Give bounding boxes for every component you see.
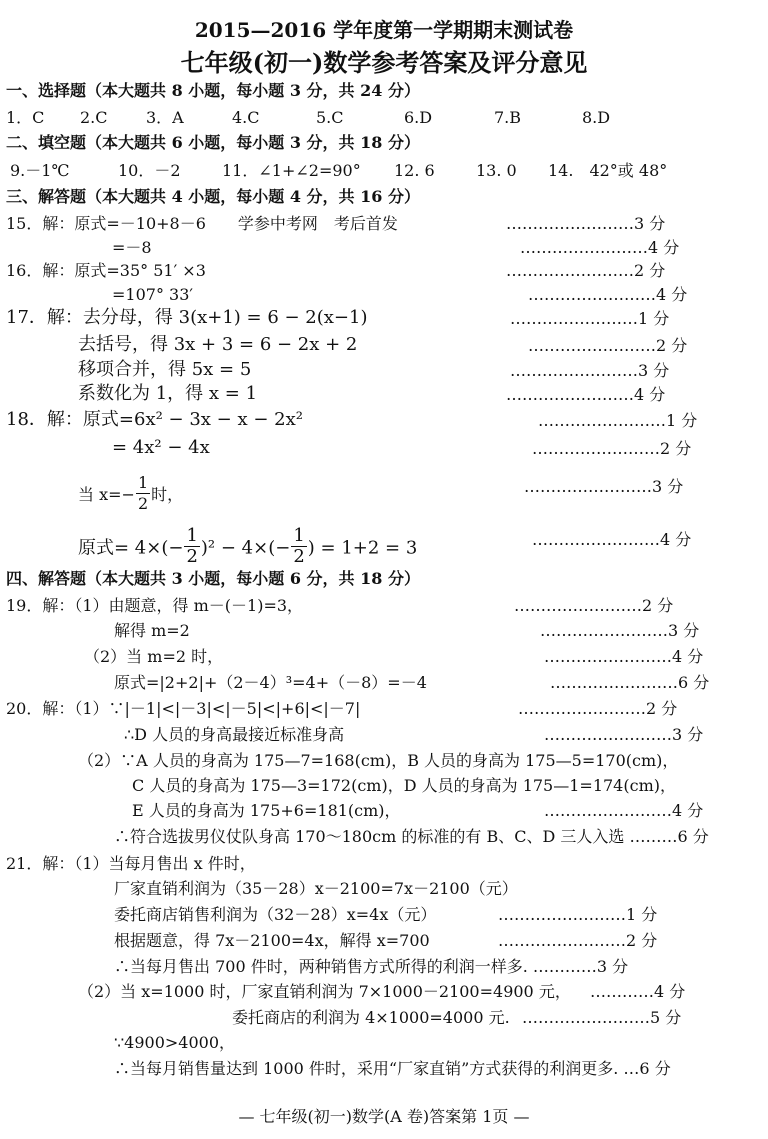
q21-line-2: 厂家直销利润为（35－28）x－2100=7x－2100（元）: [114, 879, 518, 898]
q21-score-1: ……………………1 分: [498, 905, 658, 924]
q18-score-1: ……………………1 分: [538, 411, 698, 430]
choice-answer: 1．C: [6, 108, 45, 127]
fraction-denominator: 2: [293, 546, 305, 567]
q17-line-3: 移项合并，得 5x = 5: [78, 359, 252, 380]
fill-answer: 9.－1℃: [10, 161, 70, 180]
fraction-numerator: 1: [186, 525, 198, 546]
q17-score-4: ……………………4 分: [506, 385, 666, 404]
choice-answer: 7.B: [494, 108, 522, 127]
q16-score-1: ……………………2 分: [506, 261, 666, 280]
q18-line-3-prefix: 当 x=−: [78, 485, 135, 504]
title-line-2: 七年级(初一)数学参考答案及评分意见: [180, 48, 588, 77]
fill-answer: 11．∠1+∠2=90°: [222, 161, 361, 180]
fraction-one-half: [184, 526, 199, 567]
choice-answer: 3．A: [146, 108, 184, 127]
q20-line-6: ∴符合选拔男仪仗队身高 170～180cm 的标准的有 B、C、D 三人入选 ………6 分: [114, 827, 709, 846]
fill-answer: 13. 0: [476, 161, 517, 180]
q17-line-4: 系数化为 1，得 x = 1: [78, 383, 258, 404]
q18-line-2: = 4x² − 4x: [112, 437, 210, 458]
q20-score-3: ……………………4 分: [544, 801, 704, 820]
section-heading-choice: 一、选择题（本大题共 8 小题，每小题 3 分，共 24 分）: [6, 81, 420, 100]
q17-line-2: 去括号，得 3x + 3 = 6 − 2x + 2: [78, 334, 358, 355]
q20-score-1: ……………………2 分: [518, 699, 678, 718]
q18-line-3: [78, 475, 183, 516]
q15-line-1: 15．解：原式=－10+8－6 学参中考网 考后首发: [6, 214, 398, 233]
q21-line-3: 委托商店销售利润为（32－28）x=4x（元）: [114, 905, 437, 924]
q18-line-4: [78, 525, 418, 569]
q19-score-3: ……………………4 分: [544, 647, 704, 666]
q18-line-1: 18．解：原式=6x² − 3x − x − 2x²: [6, 409, 303, 430]
q21-score-2: ……………………2 分: [498, 931, 658, 950]
q19-line-4: 原式=|2+2|+（2－4）³=4+（－8）=－4: [114, 673, 427, 692]
q18-score-3: ……………………3 分: [524, 477, 684, 496]
fill-answer: 10．－2: [118, 161, 181, 180]
section-heading-solve-2: 四、解答题（本大题共 3 小题，每小题 6 分，共 18 分）: [6, 569, 420, 588]
q18-line-4-part-a: 原式= 4×(−: [78, 537, 184, 559]
q15-score-1: ……………………3 分: [506, 214, 666, 233]
q20-score-2: ……………………3 分: [544, 725, 704, 744]
choice-answer: 5.C: [316, 108, 344, 127]
q21-line-6: （2）当 x=1000 时，厂家直销利润为 7×1000－2100=4900 元，: [78, 982, 571, 1001]
q18-line-4-part-c: ) = 1+2 = 3: [307, 537, 418, 559]
q20-line-2: ∴D 人员的身高最接近标准身高: [124, 725, 345, 744]
q19-score-1: ……………………2 分: [514, 596, 674, 615]
q17-score-2: ……………………2 分: [528, 336, 688, 355]
q15-score-2: ……………………4 分: [520, 238, 680, 257]
q21-line-8: ∵4900>4000，: [114, 1033, 236, 1052]
q21-score-4: ……………………5 分: [522, 1008, 682, 1027]
q21-line-4: 根据题意，得 7x－2100=4x，解得 x=700: [114, 931, 430, 950]
title-line-1: 2015—2016 学年度第一学期期末测试卷: [194, 18, 574, 42]
q16-score-2: ……………………4 分: [528, 285, 688, 304]
q19-score-2: ……………………3 分: [540, 621, 700, 640]
fraction-numerator: 1: [293, 525, 305, 546]
q17-line-1: 17．解：去分母，得 3(x+1) = 6 − 2(x−1): [6, 307, 368, 328]
q19-score-4: ……………………6 分: [550, 673, 710, 692]
q18-score-2: ……………………2 分: [532, 439, 692, 458]
choice-answer: 4.C: [232, 108, 260, 127]
fraction-denominator: 2: [137, 494, 149, 513]
q18-line-3-suffix: 时，: [151, 485, 184, 504]
fill-answer: 14. 42°或 48°: [548, 161, 668, 180]
section-heading-fill: 二、填空题（本大题共 6 小题，每小题 3 分，共 18 分）: [6, 133, 420, 152]
section-heading-solve-1: 三、解答题（本大题共 4 小题，每小题 4 分，共 16 分）: [6, 187, 420, 206]
q17-score-1: ……………………1 分: [510, 309, 670, 328]
fraction-one-half: [136, 473, 150, 514]
q20-line-1: 20．解：（1）∵|－1|<|－3|<|－5|<|+6|<|－7|: [6, 699, 361, 718]
fraction-numerator: 1: [137, 473, 149, 492]
choice-answer: 8.D: [582, 108, 611, 127]
q21-line-5: ∴当每月售出 700 件时，两种销售方式所得的利润一样多. …………3 分: [114, 957, 629, 976]
choice-answer: 2.C: [80, 108, 108, 127]
fill-answer: 12. 6: [394, 161, 435, 180]
q18-line-4-part-b: )² − 4×(−: [200, 537, 291, 559]
q19-line-2: 解得 m=2: [114, 621, 190, 640]
fraction-one-half: [291, 526, 306, 567]
q18-score-4: ……………………4 分: [532, 530, 692, 549]
fraction-denominator: 2: [186, 546, 198, 567]
q20-line-4: C 人员的身高为 175—3=172(cm)，D 人员的身高为 175—1=174(cm)，: [132, 776, 676, 795]
q17-score-3: ……………………3 分: [510, 361, 670, 380]
q20-line-5: E 人员的身高为 175+6=181(cm)，: [132, 801, 401, 820]
page-footer: — 七年级(初一)数学(A 卷)答案第 1页 —: [238, 1107, 530, 1126]
q16-line-1: 16．解：原式=35° 51′ ×3: [6, 261, 206, 280]
q15-line-2: =－8: [112, 238, 152, 257]
q21-score-3: …………4 分: [590, 982, 686, 1001]
q21-line-9: ∴当每月销售量达到 1000 件时，采用“厂家直销”方式获得的利润更多. …6 分: [114, 1059, 671, 1078]
q21-line-1: 21．解：（1）当每月售出 x 件时，: [6, 854, 256, 873]
q21-line-7: 委托商店的利润为 4×1000=4000 元.: [232, 1008, 510, 1027]
choice-answer: 6.D: [404, 108, 433, 127]
q20-line-3: （2）∵A 人员的身高为 175—7=168(cm)，B 人员的身高为 175—5=170(cm)，: [78, 751, 679, 770]
q19-line-1: 19．解：（1）由题意，得 m－(－1)=3，: [6, 596, 304, 615]
q16-line-2: =107° 33′: [112, 285, 194, 304]
q19-line-3: （2）当 m=2 时，: [84, 647, 224, 666]
